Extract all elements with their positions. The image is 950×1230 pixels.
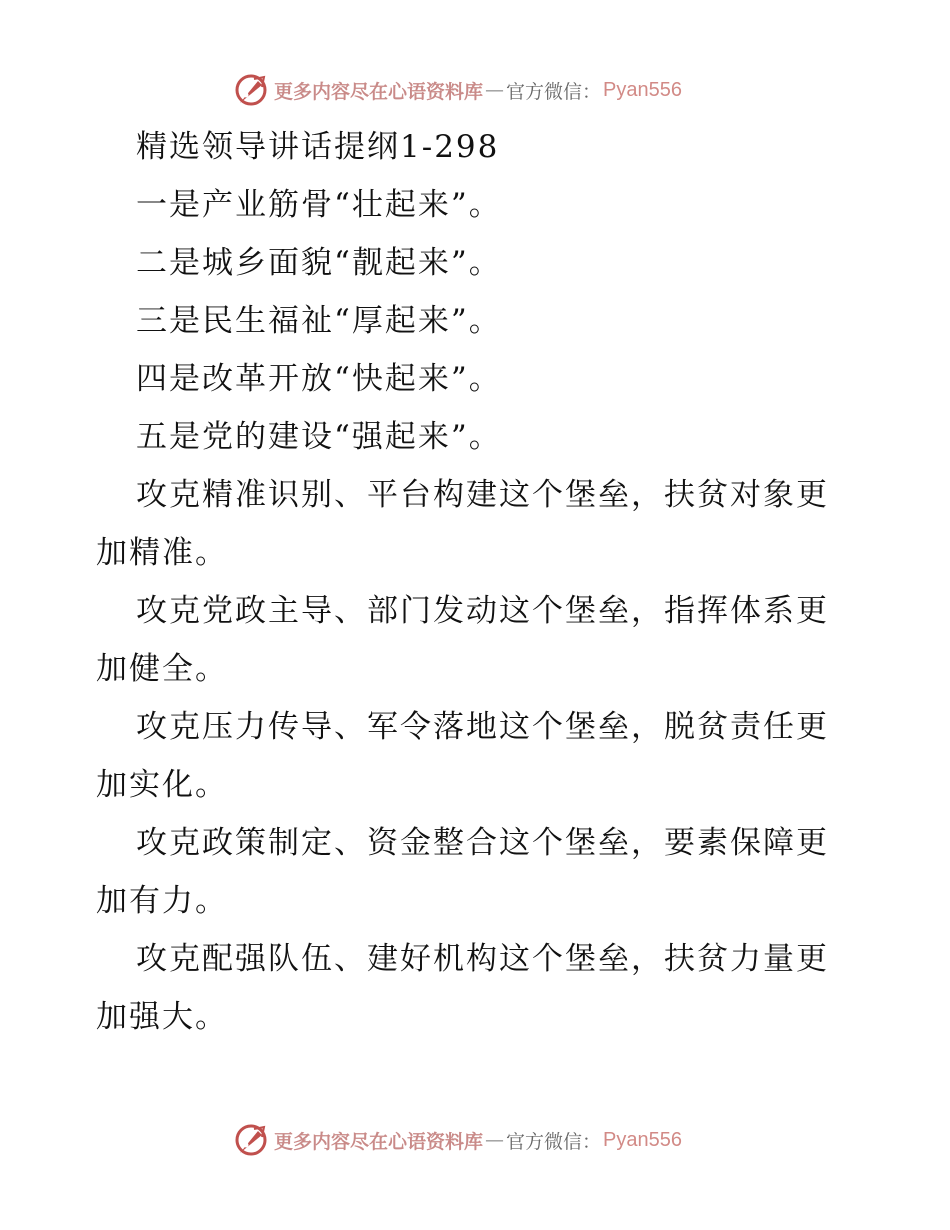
document-title: 精选领导讲话提纲1-298 [136, 129, 500, 165]
point-line-3: 三是民生福祉“厚起来”。 [136, 303, 502, 339]
header-banner [234, 72, 682, 108]
header-banner-dash: — [485, 79, 505, 101]
footer-wechat-label: 官方微信： [506, 1130, 602, 1153]
paragraph-3-line-1: 攻克压力传导、军令落地这个堡垒，脱贫责任更 [136, 709, 829, 745]
point-line-2: 二是城乡面貌“靓起来”。 [136, 245, 502, 281]
footer-banner [234, 1122, 682, 1158]
footer-banner-text: 更多内容尽在心语资料库 [274, 1130, 484, 1153]
document-body [96, 118, 876, 1046]
header-wechat-label: 官方微信： [506, 80, 602, 103]
paragraph-5-line-1: 攻克配强队伍、建好机构这个堡垒，扶贫力量更 [136, 941, 829, 977]
quill-pen-logo-icon [234, 73, 268, 107]
point-line-4: 四是改革开放“快起来”。 [136, 361, 502, 397]
footer-banner-dash: — [485, 1129, 505, 1151]
paragraph-2-line-1: 攻克党政主导、部门发动这个堡垒，指挥体系更 [136, 593, 829, 629]
paragraph-3-line-2: 加实化。 [96, 767, 228, 803]
quill-pen-logo-icon [234, 1123, 268, 1157]
footer-wechat-id: Pyan556 [603, 1128, 682, 1151]
header-wechat-id: Pyan556 [603, 78, 682, 101]
paragraph-5-line-2: 加强大。 [96, 999, 228, 1035]
paragraph-1-line-2: 加精准。 [96, 535, 228, 571]
paragraph-4-line-1: 攻克政策制定、资金整合这个堡垒，要素保障更 [136, 825, 829, 861]
paragraph-1-line-1: 攻克精准识别、平台构建这个堡垒，扶贫对象更 [136, 477, 829, 513]
header-banner-text: 更多内容尽在心语资料库 [274, 80, 484, 103]
point-line-5: 五是党的建设“强起来”。 [136, 419, 502, 455]
paragraph-2-line-2: 加健全。 [96, 651, 228, 687]
paragraph-4-line-2: 加有力。 [96, 883, 228, 919]
point-line-1: 一是产业筋骨“壮起来”。 [136, 187, 502, 223]
